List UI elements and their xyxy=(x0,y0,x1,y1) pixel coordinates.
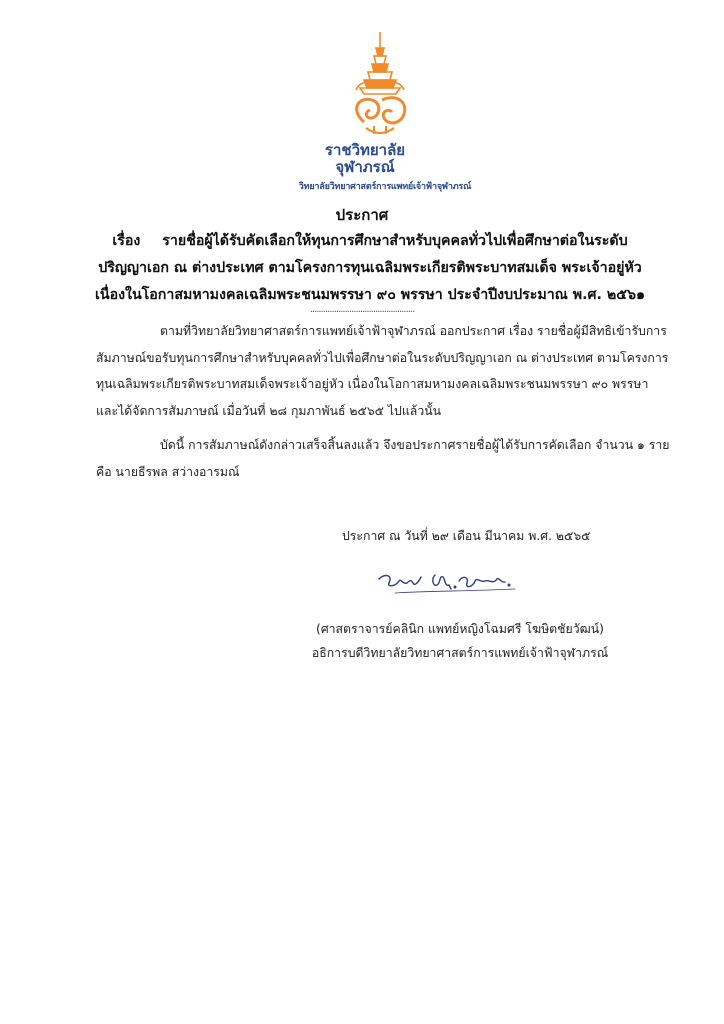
para2-line-1: บัดนี้ การสัมภาษณ์ดังกล่าวเสร็จสิ้นลงแล้ว จึงขอประกาศรายชื่อผู้ได้รับการคัดเลือก จำนวน ๑ ราย xyxy=(160,438,670,452)
announcement-subject xyxy=(70,228,670,309)
para1-line-3: ทุนเฉลิมพระเกียรติพระบาทสมเด็จพระเจ้าอยู่หัว เนื่องในโอกาสมหามงคลเฉลิมพระชนมพรรษา ๙๐ พรรษา xyxy=(96,377,649,391)
logo-name-line1: ราชวิทยาลัย xyxy=(324,141,406,159)
body-paragraph-2 xyxy=(96,432,670,485)
logo-subtitle: วิทยาลัยวิทยาศาสตร์การแพทย์เจ้าฟ้าจุฬาภรณ์ xyxy=(298,182,472,192)
handwritten-signature xyxy=(375,565,535,600)
subject-line-2: ปริญญาเอก ณ ต่างประเทศ ตามโครงการทุนเฉลิมพระเกียรติพระบาทสมเด็จ พระเจ้าอยู่หัว xyxy=(98,260,642,276)
signer-name: (ศาสตราจารย์คลินิก แพทย์หญิงโฉมศรี โฆษิตชัยวัฒน์) xyxy=(316,622,604,636)
para1-line-2: สัมภาษณ์ขอรับทุนการศึกษาสำหรับบุคคลทั่วไปเพื่อศึกษาต่อในระดับปริญญาเอก ณ ต่างประเทศ ตามโครงการ xyxy=(96,350,669,365)
para1-line-4: และได้จัดการสัมภาษณ์ เมื่อวันที่ ๒๘ กุมภาพันธ์ ๒๕๖๕ ไปแล้วนั้น xyxy=(96,403,442,418)
signer-title: อธิการบดีวิทยาลัยวิทยาศาสตร์การแพทย์เจ้าฟ้าจุฬาภรณ์ xyxy=(311,646,609,660)
para1-line-1: ตามที่วิทยาลัยวิทยาศาสตร์การแพทย์เจ้าฟ้าจุฬาภรณ์ ออกประกาศ เรื่อง รายชื่อผู้มีสิทธิเข้ารับการ xyxy=(160,324,667,338)
para2-line-2: คือ นายธีรพล สว่างอารมณ์ xyxy=(96,464,240,479)
announcement-date: ประกาศ ณ วันที่ ๒๙ เดือน มีนาคม พ.ศ. ๒๕๖๕ xyxy=(342,529,591,543)
logo-name-line2: จุฬาภรณ์ xyxy=(335,158,395,176)
separator-dots: ................................................ xyxy=(309,304,415,315)
body-paragraph-1 xyxy=(96,318,669,424)
subject-line-1: รายชื่อผู้ได้รับคัดเลือกให้ทุนการศึกษาสำหรับบุคคลทั่วไปเพื่อศึกษาต่อในระดับ xyxy=(162,233,628,249)
announcement-title: ประกาศ xyxy=(335,206,389,224)
subject-row-1 xyxy=(70,228,670,255)
subject-label: เรื่อง xyxy=(112,233,141,249)
institution-logo xyxy=(330,30,430,140)
subject-line-3: เนื่องในโอกาสมหามงคลเฉลิมพระชนมพรรษา ๙๐ พรรษา ประจำปีงบประมาณ พ.ศ. ๒๕๖๑ xyxy=(95,287,645,303)
